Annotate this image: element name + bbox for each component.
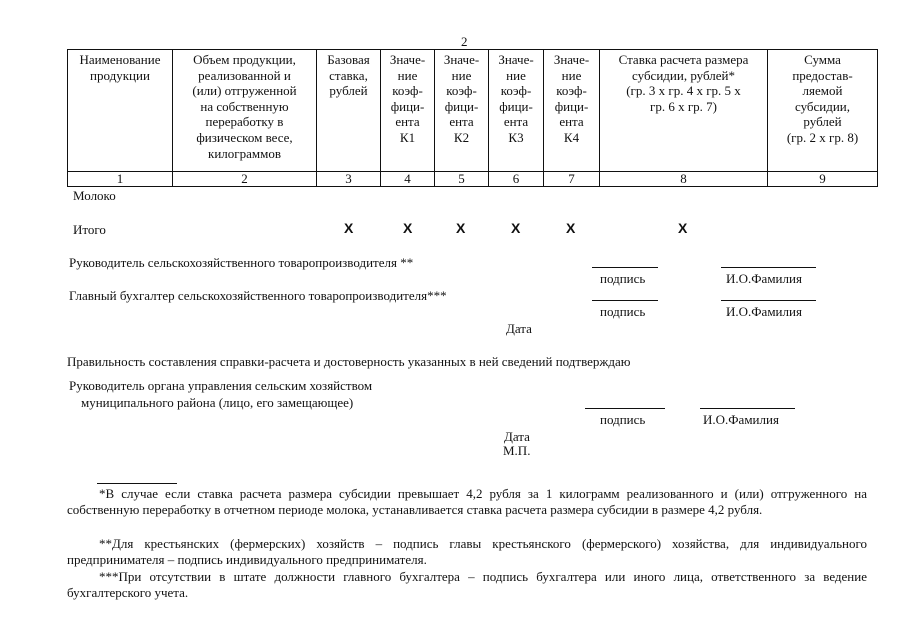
column-number: 9 bbox=[768, 172, 878, 187]
date-caption: Дата bbox=[504, 429, 530, 444]
accountant-name-line bbox=[721, 300, 816, 301]
head-producer-signature-line bbox=[592, 267, 658, 268]
column-number: 5 bbox=[435, 172, 489, 187]
header-cell-base-rate: Базовая ставка, рублей bbox=[317, 50, 381, 172]
header-cell-k2: Значе- ние коэф- фици- ента К2 bbox=[435, 50, 489, 172]
name-caption: И.О.Фамилия bbox=[703, 412, 779, 427]
accountant-signature-line bbox=[592, 300, 658, 301]
name-caption: И.О.Фамилия bbox=[726, 304, 802, 319]
header-cell-rate: Ставка расчета размера субсидии, рублей* (гр. 3 х гр. 4 х гр. 5 х гр. 6 х гр. 7) bbox=[600, 50, 768, 172]
municipal-head-label-line1: Руководитель органа управления сельским хозяйством bbox=[69, 378, 373, 393]
header-cell-sum: Сумма предостав- ляемой субсидии, рублей (гр. 2 х гр. 8) bbox=[768, 50, 878, 172]
column-number-row bbox=[68, 172, 878, 187]
column-number: 4 bbox=[381, 172, 435, 187]
column-number: 2 bbox=[173, 172, 317, 187]
head-producer-name-line bbox=[721, 267, 816, 268]
footnote-2: **Для крестьянских (фермерских) хозяйств – подпись главы крестьянского (фермерского) хозяйства, для индивидуального предпринимателя – подпись индивидуального предпринимателя. bbox=[67, 536, 867, 567]
header-cell-k4: Значе- ние коэф- фици- ента К4 bbox=[544, 50, 600, 172]
column-number: 8 bbox=[600, 172, 768, 187]
header-cell-product: Наименование продукции bbox=[68, 50, 173, 172]
x-mark-k4: X bbox=[566, 220, 576, 236]
column-number: 3 bbox=[317, 172, 381, 187]
x-mark-base-rate: X bbox=[344, 220, 354, 236]
row-label-milk: Молоко bbox=[73, 188, 116, 203]
name-caption: И.О.Фамилия bbox=[726, 271, 802, 286]
column-number: 6 bbox=[489, 172, 544, 187]
municipal-head-label-line2: муниципального района (лицо, его замещающее) bbox=[81, 395, 354, 410]
x-mark-k1: X bbox=[403, 220, 413, 236]
signature-caption: подпись bbox=[600, 304, 646, 319]
page-number: 2 bbox=[461, 34, 468, 49]
head-producer-label: Руководитель сельскохозяйственного товаропроизводителя ** bbox=[69, 255, 414, 270]
x-mark-k3: X bbox=[511, 220, 521, 236]
table-header-row bbox=[68, 50, 878, 172]
x-mark-rate: X bbox=[678, 220, 688, 236]
municipal-name-line bbox=[700, 408, 795, 409]
municipal-signature-line bbox=[585, 408, 665, 409]
header-cell-k1: Значе- ние коэф- фици- ента К1 bbox=[381, 50, 435, 172]
signature-caption: подпись bbox=[600, 271, 646, 286]
signature-caption: подпись bbox=[600, 412, 646, 427]
subsidy-calculation-table bbox=[67, 49, 878, 187]
header-cell-volume: Объем продукции, реализованной и (или) отгруженной на собственную переработку в физическом весе, килограммов bbox=[173, 50, 317, 172]
column-number: 1 bbox=[68, 172, 173, 187]
header-cell-k3: Значе- ние коэф- фици- ента К3 bbox=[489, 50, 544, 172]
column-number: 7 bbox=[544, 172, 600, 187]
x-mark-k2: X bbox=[456, 220, 466, 236]
footnote-1: *В случае если ставка расчета размера субсидии превышает 4,2 рубля за 1 килограмм реализованного и (или) отгруженного на собственную переработку в отчетном периоде молока, устанавливается ставка расчета размера субсидии в размере 4,2 рубля. bbox=[67, 486, 867, 517]
date-caption: Дата bbox=[506, 321, 532, 336]
confirmation-text: Правильность составления справки-расчета и достоверность указанных в ней сведений подтверждаю bbox=[67, 354, 631, 369]
stamp-caption: М.П. bbox=[503, 443, 531, 458]
row-label-total: Итого bbox=[73, 222, 106, 237]
footnote-3: ***При отсутствии в штате должности главного бухгалтера – подпись бухгалтера или иного лица, ответственного за ведение бухгалтерского учета. bbox=[67, 569, 867, 600]
chief-accountant-label: Главный бухгалтер сельскохозяйственного товаропроизводителя*** bbox=[69, 288, 447, 303]
footnote-separator bbox=[97, 483, 177, 484]
